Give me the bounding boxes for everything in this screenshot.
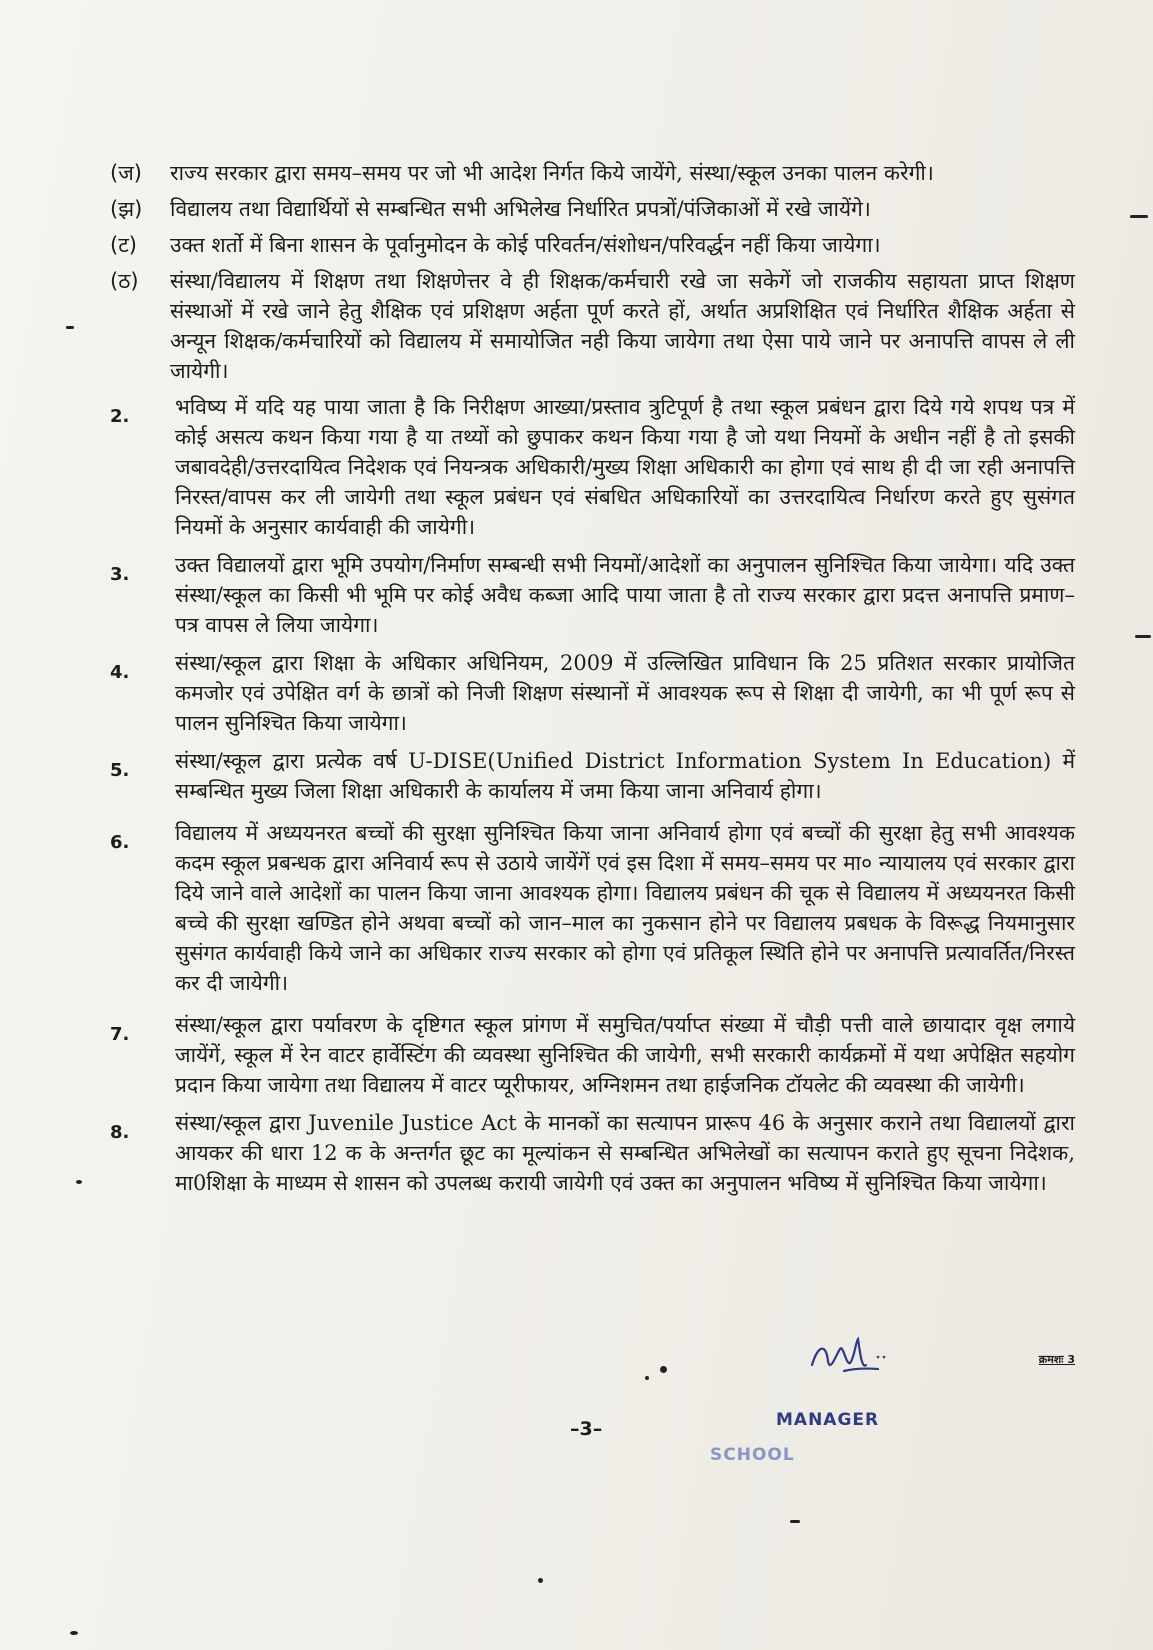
point-text: संस्था/स्कूल द्वारा प्रत्येक वर्ष U-DISE(Unified District Information System In Education) में सम्बन्धित मुख्य जिला शिक्षा अधिकारी के कार्यालय में जमा किया जाना अनिवार्य होगा। xyxy=(175,749,1075,803)
scan-speck xyxy=(790,1520,800,1523)
point-number: 8. xyxy=(110,1122,130,1143)
clause-marker: (ठ) xyxy=(110,269,139,293)
signature-mark xyxy=(808,1335,888,1380)
clause-marker: (झ) xyxy=(110,197,143,221)
clause-text: उक्त शर्तो में बिना शासन के पूर्वानुमोदन के कोई परिवर्तन/संशोधन/परिवर्द्धन नहीं किया जायेगा। xyxy=(170,233,881,257)
point-text: संस्था/स्कूल द्वारा शिक्षा के अधिकार अधिनियम, 2009 में उल्लिखित प्राविधान कि 25 प्रतिशत सरकार प्रायोजित कमजोर एवं उपेक्षित वर्ग के छात्रों को निजी शिक्षण संस्थानों में आवश्यक रूप से शिक्षा दी जायेगी, का भी पूर्ण रूप से पालन सुनिश्चित किया जायेगा। xyxy=(175,651,1075,735)
document-body xyxy=(110,158,1075,1206)
point-6 xyxy=(110,818,1075,998)
clause-text: विद्यालय तथा विद्यार्थियों से सम्बन्धित सभी अभिलेख निर्धारित प्रपत्रों/पंजिकाओं में रखे जायेंगे। xyxy=(170,197,871,221)
point-5 xyxy=(110,746,1075,806)
point-number: 6. xyxy=(110,832,130,853)
point-number: 4. xyxy=(110,662,130,683)
point-number: 2. xyxy=(110,406,130,427)
scan-speck xyxy=(1130,215,1148,218)
scan-speck xyxy=(76,1180,82,1184)
clause-j xyxy=(110,158,1075,188)
continued-note: क्रमशः 3 xyxy=(1038,1353,1075,1366)
clause-text: राज्य सरकार द्वारा समय–समय पर जो भी आदेश निर्गत किये जायेंगे, संस्था/स्कूल उनका पालन करेगी। xyxy=(170,161,934,185)
point-text: विद्यालय में अध्ययनरत बच्चों की सुरक्षा सुनिश्चित किया जाना अनिवार्य होगा एवं बच्चों की सुरक्षा हेतु सभी आवश्यक कदम स्कूल प्रबन्धक द्वारा अनिवार्य रूप से उठाये जायेंगें एवं इस दिशा में समय–समय पर मा० न्यायालय एवं सरकार द्वारा दिये जाने वाले आदेशों का पालन किया जाना आवश्यक होगा। विद्यालय प्रबंधन की चूक से विद्यालय में अध्ययनरत किसी बच्चे की सुरक्षा खण्डित होने अथवा बच्चों को जान–माल का नुकसान होने पर विद्यालय प्रबधक के विरूद्ध नियमानुसार सुसंगत कार्यवाही किये जाने का अधिकार राज्य सरकार को होगा एवं प्रतिकूल स्थिति होने पर अनापत्ति प्रत्यावर्तित/निरस्त कर दी जायेगी। xyxy=(175,821,1075,995)
point-number: 5. xyxy=(110,760,130,781)
point-8 xyxy=(110,1108,1075,1198)
point-number: 7. xyxy=(110,1024,130,1045)
point-text: उक्त विद्यालयों द्वारा भूमि उपयोग/निर्माण सम्बन्धी सभी नियमों/आदेशों का अनुपालन सुनिश्चित किया जायेगा। यदि उक्त संस्था/स्कूल का किसी भी भूमि पर कोई अवैध कब्जा आदि पाया जाता है तो राज्य सरकार द्वारा प्रदत्त अनापत्ति प्रमाण–पत्र वापस ले लिया जायेगा। xyxy=(175,553,1075,637)
clause-t xyxy=(110,230,1075,260)
point-number: 3. xyxy=(110,564,130,585)
point-3 xyxy=(110,550,1075,640)
scan-speck xyxy=(645,1376,649,1380)
point-4 xyxy=(110,648,1075,738)
stamp-manager: MANAGER xyxy=(776,1410,880,1430)
scan-speck xyxy=(66,326,74,329)
clause-jh xyxy=(110,194,1075,224)
clause-th xyxy=(110,266,1075,386)
scan-speck xyxy=(538,1578,543,1583)
page-number: –3– xyxy=(570,1418,603,1440)
clause-marker: (ज) xyxy=(110,161,142,185)
point-text: संस्था/स्कूल द्वारा Juvenile Justice Act के मानकों का सत्यापन प्रारूप 46 के अनुसार कराने तथा विद्यालयों द्वारा आयकर की धारा 12 क के अन्तर्गत छूट का मूल्यांकन से सम्बन्धित अभिलेखों का सत्यापन कराते हुए सूचना निदेशक, मा0शिक्षा के माध्यम से शासन को उपलब्ध करायी जायेगी एवं उक्त का अनुपालन भविष्य में सुनिश्चित किया जायेगा। xyxy=(175,1111,1075,1195)
point-7 xyxy=(110,1010,1075,1100)
point-text: संस्था/स्कूल द्वारा पर्यावरण के दृष्टिगत स्कूल प्रांगण में समुचित/पर्याप्त संख्या में चौड़ी पत्ती वाले छायादार वृक्ष लगाये जायेंगें, स्कूल में रेन वाटर हार्वेस्टिंग की व्यवस्था सुनिश्चित की जायेगी, सभी सरकारी कार्यक्रमों में यथा अपेक्षित सहयोग प्रदान किया जायेगा तथा विद्यालय में वाटर प्यूरीफायर, अग्निशमन तथा हाईजनिक टॉयलेट की व्यवस्था की जायेगी। xyxy=(175,1013,1075,1097)
scan-speck xyxy=(660,1366,667,1373)
scan-speck xyxy=(1135,635,1151,638)
point-2 xyxy=(110,392,1075,542)
scan-speck xyxy=(70,1631,78,1635)
clause-text: संस्था/विद्यालय में शिक्षण तथा शिक्षणेत्तर वे ही शिक्षक/कर्मचारी रखे जा सकेगें जो राजकीय सहायता प्राप्त शिक्षण संस्थाओं में रखे जाने हेतु शैक्षिक एवं प्रशिक्षण अर्हता पूर्ण करते हों, अर्थात अप्रशिक्षित एवं निर्धारित शैक्षिक अर्हता से अन्यून शिक्षक/कर्मचारियों को विद्यालय में समायोजित नही किया जायेगा तथा ऐसा पाये जाने पर अनापत्ति वापस ले ली जायेगी। xyxy=(170,269,1075,383)
stamp-school: SCHOOL xyxy=(710,1445,795,1465)
point-text: भविष्य में यदि यह पाया जाता है कि निरीक्षण आख्या/प्रस्ताव त्रुटिपूर्ण है तथा स्कूल प्रबंधन द्वारा दिये गये शपथ पत्र में कोई असत्य कथन किया गया है या तथ्यों को छुपाकर कथन किया गया है जो यथा नियमों के अधीन नहीं है तो इसकी जबावदेही/उत्तरदायित्व निदेशक एवं नियन्त्रक अधिकारी/मुख्य शिक्षा अधिकारी का होगा एवं साथ ही दी जा रही अनापत्ति निरस्त/वापस कर ली जायेगी तथा स्कूल प्रबंधन एवं संबधित अधिकारियों का उत्तरदायित्व निर्धारण करते हुए सुसंगत नियमों के अनुसार कार्यवाही की जायेगी। xyxy=(175,395,1075,539)
clause-marker: (ट) xyxy=(110,233,137,257)
